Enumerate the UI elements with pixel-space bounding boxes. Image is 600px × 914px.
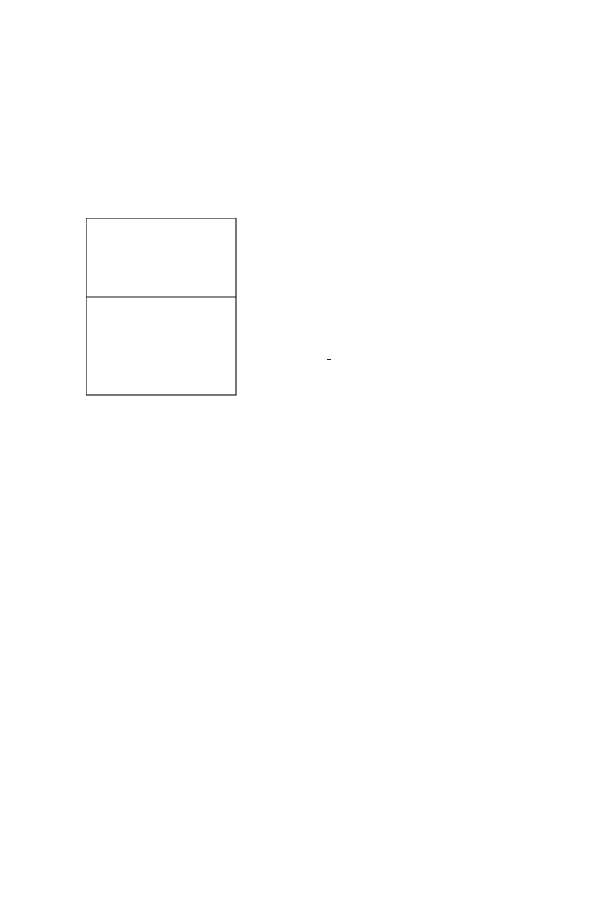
equilibrium-constant-formula [323,338,543,380]
enthalpy-chart [86,218,286,433]
formula-numerator [327,358,331,360]
figure-3-3 [86,218,286,437]
